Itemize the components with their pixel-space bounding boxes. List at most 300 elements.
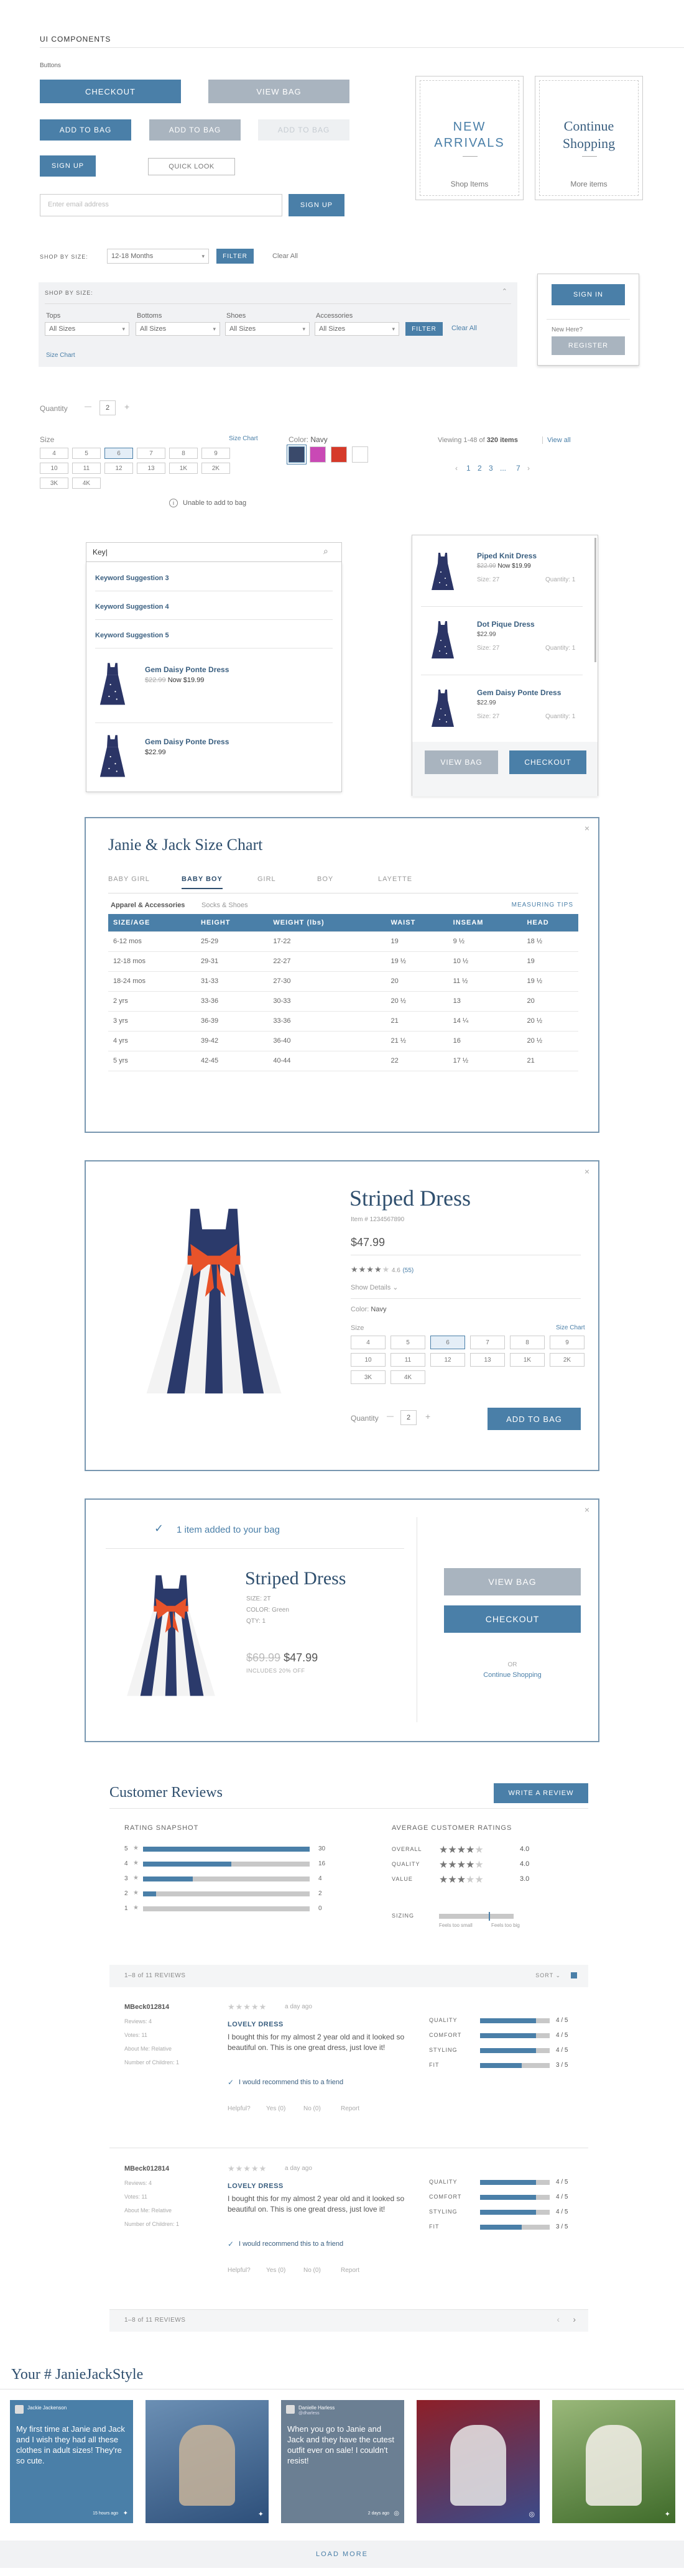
shoes-select[interactable]: All Sizes ▾ (225, 322, 310, 336)
table-cell: 36-40 (268, 1031, 386, 1051)
table-cell: 42-45 (196, 1051, 268, 1071)
review-meta: About Me: Relative (124, 2207, 172, 2214)
social-user: Jackie Jackenson (27, 2405, 67, 2411)
star-level: 3 (124, 1875, 128, 1882)
average-stars: ★★★★★ (439, 1875, 484, 1885)
color-swatch[interactable] (331, 446, 347, 463)
table-cell: 20 (386, 971, 448, 991)
table-row (108, 1051, 578, 1071)
table-cell: 13 (448, 991, 522, 1011)
table-cell: 29-31 (196, 951, 268, 971)
shop-by-size-panel-label: SHOP BY SIZE: (45, 290, 93, 296)
twitter-icon: ✦ (664, 2511, 670, 2518)
subtab-apparel[interactable]: Apparel & Accessories (111, 902, 185, 909)
page-link[interactable]: 1 (466, 464, 471, 473)
review-bar (480, 2018, 550, 2023)
quantity-input[interactable]: 2 (400, 1410, 417, 1425)
size-option[interactable]: 5 (391, 1336, 425, 1349)
email-sign-up-button[interactable]: SIGN UP (289, 194, 344, 216)
tab-boy[interactable]: BOY (317, 875, 334, 883)
review-body: I bought this for my almost 2 year old and it looked so beautiful on. This is one great dress, just love it! (228, 2033, 405, 2052)
table-cell: 10 ½ (448, 951, 522, 971)
social-post[interactable] (281, 2400, 404, 2523)
review-date: a day ago (285, 2165, 312, 2172)
size-option[interactable]: 7 (137, 448, 165, 459)
social-text: When you go to Janie and Jack and they have the cutest outfit ever on sale! I couldn't resist! (287, 2424, 394, 2465)
review-bar-label: QUALITY (429, 2017, 458, 2023)
page-link[interactable]: › (527, 464, 530, 473)
review-bar-value: 3 / 5 (556, 2223, 568, 2230)
page-link[interactable]: ... (500, 464, 507, 473)
table-cell: 21 (386, 1011, 448, 1031)
average-stars: ★★★★★ (439, 1845, 484, 1855)
close-icon[interactable]: × (584, 1166, 589, 1176)
size-option[interactable]: 4 (351, 1336, 386, 1349)
chevron-up-icon[interactable]: ⌃ (501, 288, 507, 295)
star-icon: ★ (133, 1875, 139, 1881)
review-meta: Reviews: 4 (124, 2018, 152, 2024)
promo-link[interactable]: Shop Items (450, 180, 489, 188)
added-product-title: Striped Dress (245, 1568, 346, 1589)
load-more-button[interactable]: LOAD MORE (0, 2541, 684, 2568)
table-cell: 4 yrs (108, 1031, 196, 1051)
sizing-label: SIZING (392, 1913, 415, 1919)
avatar (15, 2405, 24, 2414)
table-cell: 17-22 (268, 931, 386, 951)
bag-item-size: Size: 27 (477, 713, 500, 720)
review-bar-label: COMFORT (429, 2032, 462, 2038)
review-bar (480, 2048, 550, 2053)
size-option[interactable]: 8 (169, 448, 198, 459)
helpful-no[interactable]: No (0) (303, 2105, 321, 2112)
new-here-text: New Here? (552, 326, 583, 333)
bag-item[interactable]: Dot Pique Dress $22.99 Size: 27 Quantity: 1 (421, 611, 583, 671)
color-swatch[interactable] (310, 446, 326, 463)
review-bar (480, 2033, 550, 2038)
suggestion-item[interactable]: Keyword Suggestion 3 (95, 575, 169, 582)
social-user: Danielle Harless (298, 2405, 335, 2411)
size-option[interactable]: 9 (201, 448, 230, 459)
table-cell: 30-33 (268, 991, 386, 1011)
photo-shape (179, 2425, 235, 2506)
table-header: WAIST (386, 914, 448, 931)
view-bag-button[interactable]: VIEW BAG (444, 1568, 581, 1595)
review-bar (480, 2210, 550, 2215)
average-label: OVERALL (392, 1846, 422, 1852)
size-chart-link[interactable]: Size Chart (229, 435, 258, 442)
category-label: Shoes (226, 312, 246, 320)
social-text: My first time at Janie and Jack and I wish they had all these clothes in adult sizes! They're so cute. (16, 2424, 125, 2465)
social-title: Your # JanieJackStyle (11, 2366, 144, 2383)
tab-baby-girl[interactable]: BABY GIRL (108, 875, 150, 883)
review-bar-label: COMFORT (429, 2194, 462, 2200)
search-suggestions (86, 562, 342, 792)
review-bar (480, 2063, 550, 2068)
suggestion-item[interactable]: Keyword Suggestion 4 (95, 603, 169, 611)
mini-view-bag-button[interactable]: VIEW BAG (425, 750, 498, 774)
star-icon: ★ (133, 1890, 139, 1896)
color-label: Color: Navy (351, 1306, 387, 1313)
table-row (108, 1011, 578, 1031)
size-option[interactable]: 10 (40, 463, 68, 474)
reviews-count: 1–8 of 11 REVIEWS (124, 2317, 186, 2324)
table-cell: 22 (386, 1051, 448, 1071)
viewing-text: Viewing 1-48 of 320 items (438, 436, 518, 444)
add-to-bag-button[interactable]: ADD TO BAG (40, 119, 131, 141)
quick-look-button[interactable]: QUICK LOOK (148, 158, 235, 175)
review-meta: Votes: 11 (124, 2032, 147, 2038)
size-option[interactable]: 12 (104, 463, 133, 474)
star-icon: ★ (133, 1845, 139, 1852)
reviews-count: 1–8 of 11 REVIEWS (124, 1972, 186, 1979)
avatar (286, 2405, 295, 2414)
category-label: Accessories (316, 312, 353, 320)
continue-shopping-link[interactable]: Continue Shopping (483, 1671, 542, 1679)
size-chart-link[interactable]: Size Chart (556, 1324, 585, 1331)
promo-card-new-arrivals[interactable] (415, 76, 524, 200)
star-count: 4 (318, 1875, 322, 1882)
star-icon: ★ (133, 1860, 139, 1867)
review-item (109, 2158, 588, 2313)
bag-item-name: Dot Pique Dress (477, 620, 535, 629)
size-chart-link[interactable]: Size Chart (46, 352, 75, 359)
search-icon[interactable]: ⌕ (323, 546, 328, 556)
quantity-plus-button[interactable]: + (425, 1411, 431, 1421)
report-link[interactable]: Report (341, 2267, 360, 2274)
helpful-yes[interactable]: Yes (0) (266, 2267, 286, 2274)
star-level: 5 (124, 1845, 128, 1852)
size-option[interactable]: 8 (510, 1336, 545, 1349)
size-option[interactable]: 1K (510, 1353, 545, 1367)
review-stars: ★★★★★ (228, 2002, 267, 2011)
table-cell: 33-36 (268, 1011, 386, 1031)
size-option[interactable]: 4K (72, 478, 101, 489)
added-size: SIZE: 2T (246, 1595, 271, 1602)
mini-checkout-button[interactable]: CHECKOUT (509, 750, 586, 774)
review-date: a day ago (285, 2003, 312, 2010)
size-chart-modal (85, 817, 599, 1133)
size-label: Size (351, 1324, 364, 1332)
review-bar-label: QUALITY (429, 2179, 458, 2185)
average-value: 3.0 (520, 1875, 530, 1883)
reviews-title: Customer Reviews (109, 1784, 223, 1801)
size-select[interactable]: 12-18 Months ▾ (107, 249, 209, 264)
quantity-input[interactable]: 2 (99, 400, 116, 415)
sizing-large-label: Feels too big (491, 1923, 520, 1928)
review-meta: About Me: Relative (124, 2046, 172, 2052)
next-page-icon[interactable]: › (573, 2314, 576, 2324)
review-bar (480, 2195, 550, 2200)
distribution-bar (143, 1847, 310, 1852)
twitter-icon: ✦ (257, 2511, 264, 2518)
review-stars: ★★★★★ (228, 2164, 267, 2173)
dress-thumbnail (427, 685, 458, 733)
table-row (108, 991, 578, 1011)
add-to-bag-disabled-button: ADD TO BAG (258, 119, 349, 141)
size-option[interactable]: 6 (430, 1336, 465, 1349)
register-button[interactable]: REGISTER (552, 336, 625, 355)
sizing-bar (439, 1914, 514, 1919)
email-input[interactable]: Enter email address (40, 194, 282, 216)
distribution-bar (143, 1862, 310, 1867)
search-input[interactable]: Key| (86, 542, 342, 562)
check-icon: ✓ (228, 2240, 234, 2248)
social-handle: @dharless (298, 2411, 320, 2416)
bag-item-qty: Quantity: 1 (545, 576, 576, 583)
close-icon[interactable]: × (584, 1505, 589, 1515)
table-cell: 19 ½ (522, 971, 578, 991)
review-bar-value: 4 / 5 (556, 2209, 568, 2215)
social-post[interactable] (417, 2400, 540, 2523)
table-cell: 19 (386, 931, 448, 951)
check-icon: ✓ (154, 1522, 164, 1535)
review-meta: Number of Children: 1 (124, 2221, 180, 2227)
review-bar (480, 2180, 550, 2185)
table-cell: 27-30 (268, 971, 386, 991)
clear-all-link[interactable]: Clear All (272, 252, 298, 260)
added-color: COLOR: Green (246, 1607, 289, 1613)
star-count: 16 (318, 1860, 326, 1867)
tab-girl[interactable]: GIRL (257, 875, 276, 883)
sort-dropdown[interactable]: SORT ⌄ (535, 1972, 561, 1978)
quantity-plus-button[interactable]: + (124, 402, 130, 412)
size-option[interactable]: 1K (169, 463, 198, 474)
sign-in-dropdown (537, 274, 639, 366)
sign-up-button[interactable]: SIGN UP (40, 155, 96, 177)
review-title: LOVELY DRESS (228, 2021, 284, 2028)
table-cell: 20 ½ (386, 991, 448, 1011)
average-value: 4.0 (520, 1860, 530, 1868)
color-label: Color: Navy (289, 435, 328, 444)
size-option[interactable]: 4K (391, 1370, 425, 1384)
photo-shape (450, 2425, 506, 2506)
review-bar-label: STYLING (429, 2209, 458, 2215)
social-post[interactable] (146, 2400, 269, 2523)
star-level: 2 (124, 1890, 128, 1897)
table-header: HEIGHT (196, 914, 268, 931)
table-cell: 20 ½ (522, 1031, 578, 1051)
table-cell: 40-44 (268, 1051, 386, 1071)
page-link[interactable]: 7 (516, 464, 520, 473)
view-bag-button[interactable]: VIEW BAG (208, 80, 349, 103)
page-link[interactable]: ‹ (455, 464, 458, 473)
review-bar-value: 4 / 5 (556, 2047, 568, 2054)
bag-item-qty: Quantity: 1 (545, 645, 576, 652)
bottoms-select[interactable]: All Sizes ▾ (136, 322, 220, 336)
view-all-link[interactable]: View all (547, 436, 571, 444)
striped-dress-image (139, 1200, 289, 1405)
product-name: Gem Daisy Ponte Dress (145, 737, 229, 746)
prev-page-icon[interactable]: ‹ (557, 2314, 560, 2324)
review-bar-value: 4 / 5 (556, 2194, 568, 2200)
sizing-small-label: Feels too small (439, 1923, 473, 1928)
panel-clear-all-link[interactable]: Clear All (451, 325, 477, 332)
table-row (108, 1031, 578, 1051)
helpful-label: Helpful? (228, 2267, 251, 2274)
table-cell: 18-24 mos (108, 971, 196, 991)
promo-title: Continue Shopping (562, 118, 616, 151)
review-user: MBeck012814 (124, 2165, 170, 2172)
table-row (108, 971, 578, 991)
table-cell: 9 ½ (448, 931, 522, 951)
suggestion-item[interactable]: Keyword Suggestion 5 (95, 632, 169, 639)
bag-item-qty: Quantity: 1 (545, 713, 576, 720)
size-option[interactable]: 3K (40, 478, 68, 489)
added-qty: QTY: 1 (246, 1618, 266, 1625)
add-to-bag-hover-button[interactable]: ADD TO BAG (149, 119, 241, 141)
table-cell: 39-42 (196, 1031, 268, 1051)
star-icon: ★ (133, 1904, 139, 1911)
photo-shape (586, 2425, 642, 2506)
bag-item[interactable]: Gem Daisy Ponte Dress $22.99 Size: 27 Quantity: 1 (421, 680, 583, 739)
instagram-icon: ◎ (394, 2510, 399, 2517)
size-option[interactable]: 3K (351, 1370, 386, 1384)
size-option[interactable]: 13 (470, 1353, 505, 1367)
table-cell: 21 (522, 1051, 578, 1071)
add-to-bag-button[interactable]: ADD TO BAG (488, 1408, 581, 1430)
tab-layette[interactable]: LAYETTE (378, 875, 413, 883)
filter-button[interactable]: FILTER (216, 249, 254, 264)
sign-in-button[interactable]: SIGN IN (552, 284, 625, 305)
review-bar-label: FIT (429, 2223, 440, 2230)
size-option[interactable]: 13 (137, 463, 165, 474)
bag-item[interactable]: Piped Knit Dress $22.99 Now $19.99 Size: 27 Quantity: 1 (421, 543, 583, 602)
product-price: $47.99 (351, 1236, 386, 1249)
rating-stars: ★★★★★ 4.6 (55) (351, 1265, 414, 1274)
review-meta: Votes: 11 (124, 2194, 147, 2200)
or-text: OR (507, 1661, 517, 1668)
measuring-tips-link[interactable]: MEASURING TIPS (511, 902, 573, 908)
table-cell: 25-29 (196, 931, 268, 951)
product-name: Gem Daisy Ponte Dress (145, 665, 229, 674)
size-option[interactable]: 12 (430, 1353, 465, 1367)
size-option[interactable]: 6 (104, 448, 133, 459)
review-bar-value: 4 / 5 (556, 2179, 568, 2186)
added-to-bag-modal: × ✓ 1 item added to your bag Striped Dress SIZE: 2T COLOR: Green QTY: 1 $69.99 $47.99 INCLUDES 20% OFF VIEW BAG CHECKOUT OR Continue Shopping (85, 1498, 599, 1742)
panel-filter-button[interactable]: FILTER (405, 322, 443, 336)
table-header: INSEAM (448, 914, 522, 931)
review-bar-value: 4 / 5 (556, 2017, 568, 2024)
quantity-minus-button[interactable]: — (85, 403, 91, 410)
size-option[interactable]: 11 (72, 463, 101, 474)
review-meta: Reviews: 4 (124, 2180, 152, 2186)
search-product-item[interactable]: Gem Daisy Ponte Dress $22.99 Now $19.99 (95, 657, 331, 719)
subtab-socks-shoes[interactable]: Socks & Shoes (201, 902, 248, 909)
size-option[interactable]: 2K (550, 1353, 585, 1367)
table-row (108, 951, 578, 971)
table-cell: 21 ½ (386, 1031, 448, 1051)
table-row (108, 931, 578, 951)
tab-baby-boy[interactable]: BABY BOY (182, 875, 223, 889)
size-label: Size (40, 435, 55, 444)
size-option[interactable]: 4 (40, 448, 68, 459)
table-cell: 19 ½ (386, 951, 448, 971)
reviews-toolbar (109, 1965, 588, 1987)
checkout-button[interactable]: CHECKOUT (444, 1605, 581, 1633)
bag-item-size: Size: 27 (477, 576, 500, 583)
average-value: 4.0 (520, 1845, 530, 1853)
show-details-toggle[interactable]: Show Details ⌄ (351, 1284, 399, 1291)
grid-view-icon[interactable] (571, 1972, 577, 1978)
promo-link[interactable]: More items (570, 180, 608, 188)
accessories-select[interactable]: All Sizes ▾ (315, 322, 399, 336)
review-title: LOVELY DRESS (228, 2182, 284, 2190)
unable-add-notice: Unable to add to bag (183, 499, 247, 507)
dress-thumbnail (95, 657, 130, 713)
rating-snapshot-label: RATING SNAPSHOT (124, 1824, 199, 1832)
distribution-bar (143, 1906, 310, 1911)
helpful-no[interactable]: No (0) (303, 2267, 321, 2274)
table-cell: 18 ½ (522, 931, 578, 951)
review-bar-label: FIT (429, 2062, 440, 2068)
size-option[interactable]: 9 (550, 1336, 585, 1349)
striped-dress-thumbnail (123, 1568, 219, 1705)
star-level: 4 (124, 1860, 128, 1867)
table-header: HEAD (522, 914, 578, 931)
star-count: 0 (318, 1905, 322, 1912)
close-icon[interactable]: × (584, 823, 589, 833)
instagram-icon: ◎ (529, 2511, 535, 2518)
quantity-minus-button[interactable]: — (387, 1413, 394, 1420)
category-label: Tops (46, 312, 61, 320)
helpful-yes[interactable]: Yes (0) (266, 2105, 286, 2112)
write-review-button[interactable]: WRITE A REVIEW (494, 1783, 588, 1803)
distribution-bar (143, 1891, 310, 1896)
item-number: Item # 1234567890 (351, 1216, 405, 1223)
table-cell: 3 yrs (108, 1011, 196, 1031)
table-cell: 14 ¼ (448, 1011, 522, 1031)
page-link[interactable]: 3 (489, 464, 493, 473)
page-link[interactable]: 2 (478, 464, 482, 473)
social-post[interactable] (10, 2400, 133, 2523)
shop-by-size-label: SHOP BY SIZE: (40, 254, 88, 260)
size-option[interactable]: 10 (351, 1353, 386, 1367)
product-title: Striped Dress (349, 1186, 471, 1211)
quantity-label: Quantity (40, 404, 68, 413)
search-product-item[interactable] (95, 729, 331, 791)
table-cell: 16 (448, 1031, 522, 1051)
star-count: 30 (318, 1845, 326, 1852)
size-option[interactable]: 5 (72, 448, 101, 459)
bag-item-size: Size: 27 (477, 645, 500, 652)
report-link[interactable]: Report (341, 2105, 360, 2112)
table-cell: 11 ½ (448, 971, 522, 991)
table-header: SIZE/AGE (108, 914, 196, 931)
promo-card-continue-shopping[interactable] (535, 76, 643, 200)
checkout-button[interactable]: CHECKOUT (40, 80, 181, 103)
tops-select[interactable]: All Sizes ▾ (45, 322, 129, 336)
size-option[interactable]: 2K (201, 463, 230, 474)
size-chart-title: Janie & Jack Size Chart (108, 836, 263, 854)
size-option[interactable]: 7 (470, 1336, 505, 1349)
mini-bag (412, 535, 598, 796)
average-label: VALUE (392, 1876, 413, 1882)
shop-by-size-panel (39, 282, 517, 367)
color-swatch[interactable] (352, 446, 368, 463)
social-time: 2 days ago (367, 2511, 389, 2516)
scrollbar[interactable] (594, 538, 596, 662)
color-swatch[interactable] (289, 446, 305, 463)
star-count: 2 (318, 1890, 322, 1897)
social-post[interactable] (552, 2400, 675, 2523)
size-option[interactable]: 11 (391, 1353, 425, 1367)
dress-thumbnail (427, 616, 458, 665)
average-label: QUALITY (392, 1861, 420, 1867)
table-cell: 22-27 (268, 951, 386, 971)
dress-thumbnail (427, 548, 458, 596)
info-icon: i (169, 499, 178, 507)
star-level: 1 (124, 1905, 128, 1912)
